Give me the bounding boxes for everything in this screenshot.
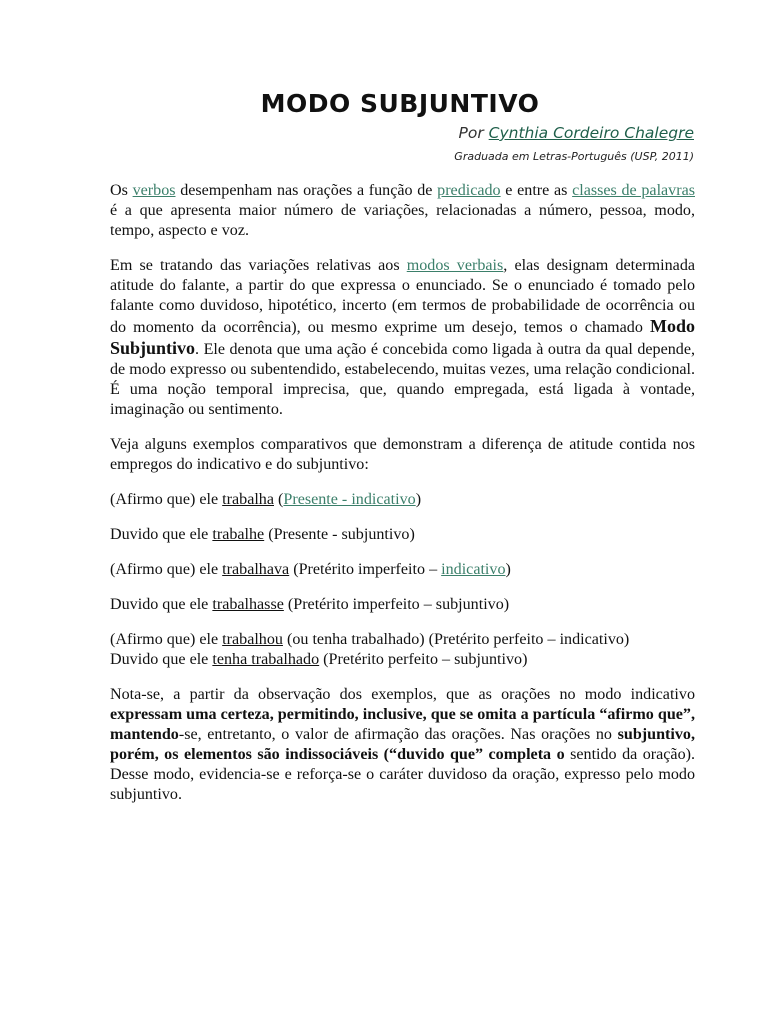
link-indicativo[interactable]: indicativo xyxy=(441,561,506,578)
bold-run: subjuntivo, porém, os elementos são indissociáveis (“duvido que” completa o xyxy=(110,726,695,763)
verb-form: trabalhava xyxy=(222,561,290,578)
link-predicado[interactable]: predicado xyxy=(437,182,501,199)
paragraph-definition xyxy=(110,256,695,420)
example-4 xyxy=(110,595,695,615)
verb-form: trabalha xyxy=(222,491,274,508)
verb-form: trabalhasse xyxy=(212,596,284,613)
link-presente-indicativo[interactable]: Presente - indicativo xyxy=(283,491,416,508)
example-2 xyxy=(110,525,695,545)
text-run: ) xyxy=(415,491,422,508)
text-run: , elas designam determinada atitude do falante, a partir do que expressa o enunciado. Se o enunciado é tomado pelo falante como duvidoso, hipotético, incerto (em termos de probabilidade de ocorrência ou do momento da ocorrência), ou mesmo exprime um desejo, temos o chamado xyxy=(110,257,696,336)
text-run: Duvido que ele xyxy=(110,651,213,668)
text-run: (Pretérito imperfeito – xyxy=(289,561,442,578)
paragraph-examples-intro: Veja alguns exemplos comparativos que demonstram a diferença de atitude contida nos empregos do indicativo e do subjuntivo: xyxy=(110,436,695,473)
verb-form: tenha trabalhado xyxy=(212,651,320,668)
text-run: ) xyxy=(505,561,511,578)
example-5-6 xyxy=(110,630,695,670)
text-run: (Presente - subjuntivo) xyxy=(264,526,415,543)
text-run: e entre as xyxy=(500,182,573,199)
text-run: ( xyxy=(274,491,284,508)
text-run: (Pretérito imperfeito – subjuntivo) xyxy=(283,596,510,613)
text-run: (Afirmo que) ele xyxy=(110,491,223,508)
author-prefix: Por xyxy=(458,124,489,142)
text-run: sentido da oração). Desse modo, evidencia-se e reforça-se o caráter duvidoso da oração, expresso pelo modo subjuntivo. xyxy=(110,746,696,803)
link-classes-de-palavras[interactable]: classes de palavras xyxy=(572,182,695,199)
text-run: desempenham nas orações a função de xyxy=(175,182,438,199)
bold-run: expressam uma certeza, permitindo, inclusive, que se omita a partícula “afirmo que”, mantendo xyxy=(110,706,695,743)
example-3 xyxy=(110,560,695,580)
text-run: Os xyxy=(110,182,133,199)
text-run: (Afirmo que) ele xyxy=(110,631,223,648)
author-line xyxy=(459,124,694,142)
example-1 xyxy=(110,490,695,510)
text-run: é a que apresenta maior número de variações, relacionadas a número, pessoa, modo, tempo, aspecto e voz. xyxy=(110,202,695,239)
page-title: MODO SUBJUNTIVO xyxy=(260,89,540,118)
author-link[interactable]: Cynthia Cordeiro Chalegre xyxy=(488,124,694,142)
text-run: . Ele denota que uma ação é concebida como ligada à outra da qual depende, de modo expresso ou subentendido, estabelecendo, muitas vezes, uma relação condicional. É uma noção temporal imprecisa, que, quando empregada, está ligada à vontade, imaginação ou sentimento. xyxy=(110,341,695,418)
paragraph-intro xyxy=(110,181,695,241)
text-run: Em se tratando das variações relativas aos xyxy=(110,257,407,274)
text-run: (Pretérito perfeito – subjuntivo) xyxy=(319,651,528,668)
text-run: Nota-se, a partir da observação dos exemplos, que as orações no modo indicativo xyxy=(110,686,695,703)
text-run: (ou tenha trabalhado) (Pretérito perfeito – indicativo) xyxy=(282,631,630,648)
link-verbos[interactable]: verbos xyxy=(132,182,176,199)
link-modos-verbais[interactable]: modos verbais xyxy=(406,257,504,274)
article-body xyxy=(110,181,695,820)
text-run: (Afirmo que) ele xyxy=(110,561,223,578)
verb-form: trabalhou xyxy=(222,631,283,648)
author-credentials: Graduada em Letras-Português (USP, 2011) xyxy=(454,150,694,163)
term-modo-subjuntivo: Modo Subjuntivo xyxy=(110,316,695,358)
paragraph-conclusion xyxy=(110,685,695,805)
verb-form: trabalhe xyxy=(212,526,265,543)
text-run: Duvido que ele xyxy=(110,526,213,543)
text-run: Duvido que ele xyxy=(110,596,213,613)
text-run: -se, entretanto, o valor de afirmação das orações. Nas orações no xyxy=(178,726,618,743)
